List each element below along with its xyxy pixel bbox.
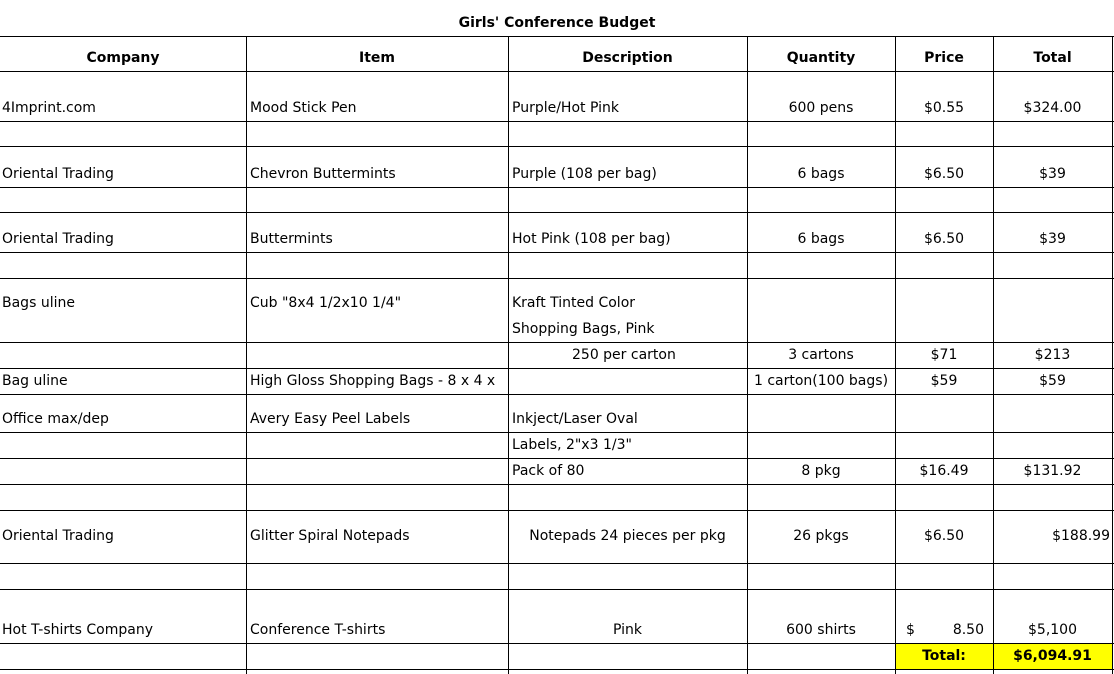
total-cell: $39 — [1039, 231, 1066, 247]
total-cell: $39 — [1039, 166, 1066, 182]
company-cell: Hot T-shirts Company — [2, 622, 153, 638]
description-line-2: Shopping Bags, Pink — [512, 321, 655, 337]
quantity-cell: 600 shirts — [786, 622, 856, 638]
sheet-title: Girls' Conference Budget — [458, 15, 656, 31]
header-total: Total — [1033, 50, 1072, 66]
price-cell: $0.55 — [923, 100, 965, 116]
grand-total-value: $6,094.91 — [1013, 648, 1092, 664]
quantity-cell: 6 bags — [797, 166, 845, 182]
item-cell: High Gloss Shopping Bags - 8 x 4 x — [250, 373, 496, 389]
item-cell: Mood Stick Pen — [250, 100, 357, 116]
item-cell: Chevron Buttermints — [250, 166, 396, 182]
quantity-cell: 1 carton(100 bags) — [753, 373, 889, 389]
total-cell: $188.99 — [1052, 528, 1110, 544]
price-cell: 8.50 — [952, 622, 984, 638]
description-line-3: Pack of 80 — [512, 463, 585, 479]
company-cell: Bags uline — [2, 295, 75, 311]
quantity-cell: 6 bags — [797, 231, 845, 247]
header-quantity: Quantity — [786, 50, 856, 66]
total-cell: $59 — [1039, 373, 1066, 389]
header-description: Description — [582, 50, 673, 66]
company-cell: 4Imprint.com — [2, 100, 96, 116]
item-cell: Buttermints — [250, 231, 333, 247]
item-cell: Cub "8x4 1/2x10 1/4" — [250, 295, 402, 311]
total-cell: $213 — [1034, 347, 1071, 363]
description-cell: Purple/Hot Pink — [512, 100, 619, 116]
total-cell: $324.00 — [1023, 100, 1082, 116]
item-cell: Conference T-shirts — [250, 622, 386, 638]
description-line-3: 250 per carton — [572, 347, 676, 363]
description-line-1: Inkject/Laser Oval — [512, 411, 638, 427]
grand-total-label: Total: — [922, 648, 966, 664]
price-cell: $16.49 — [919, 463, 969, 479]
header-company: Company — [86, 50, 160, 66]
description-cell: Hot Pink (108 per bag) — [512, 231, 671, 247]
description-line-2: Labels, 2"x3 1/3" — [512, 437, 632, 453]
quantity-cell: 8 pkg — [801, 463, 841, 479]
quantity-cell: 26 pkgs — [793, 528, 849, 544]
description-cell: Purple (108 per bag) — [512, 166, 657, 182]
quantity-cell: 3 cartons — [788, 347, 854, 363]
price-cell: $6.50 — [923, 231, 965, 247]
company-cell: Oriental Trading — [2, 231, 114, 247]
company-cell: Bag uline — [2, 373, 68, 389]
description-cell: Pink — [612, 622, 642, 638]
total-cell: $5,100 — [1028, 622, 1077, 638]
quantity-cell: 600 pens — [788, 100, 854, 116]
header-item: Item — [359, 50, 395, 66]
price-cell: $59 — [930, 373, 958, 389]
price-cell: $71 — [930, 347, 958, 363]
header-price: Price — [924, 50, 964, 66]
price-cell: $6.50 — [923, 528, 965, 544]
company-cell: Office max/dep — [2, 411, 109, 427]
description-line-1: Kraft Tinted Color — [512, 295, 636, 311]
total-cell: $131.92 — [1023, 463, 1082, 479]
item-cell: Avery Easy Peel Labels — [250, 411, 411, 427]
item-cell: Glitter Spiral Notepads — [250, 528, 410, 544]
company-cell: Oriental Trading — [2, 528, 114, 544]
description-cell: Notepads 24 pieces per pkg — [529, 528, 726, 544]
price-cell: $6.50 — [923, 166, 965, 182]
company-cell: Oriental Trading — [2, 166, 114, 182]
price-currency-cell: $ — [906, 622, 915, 638]
